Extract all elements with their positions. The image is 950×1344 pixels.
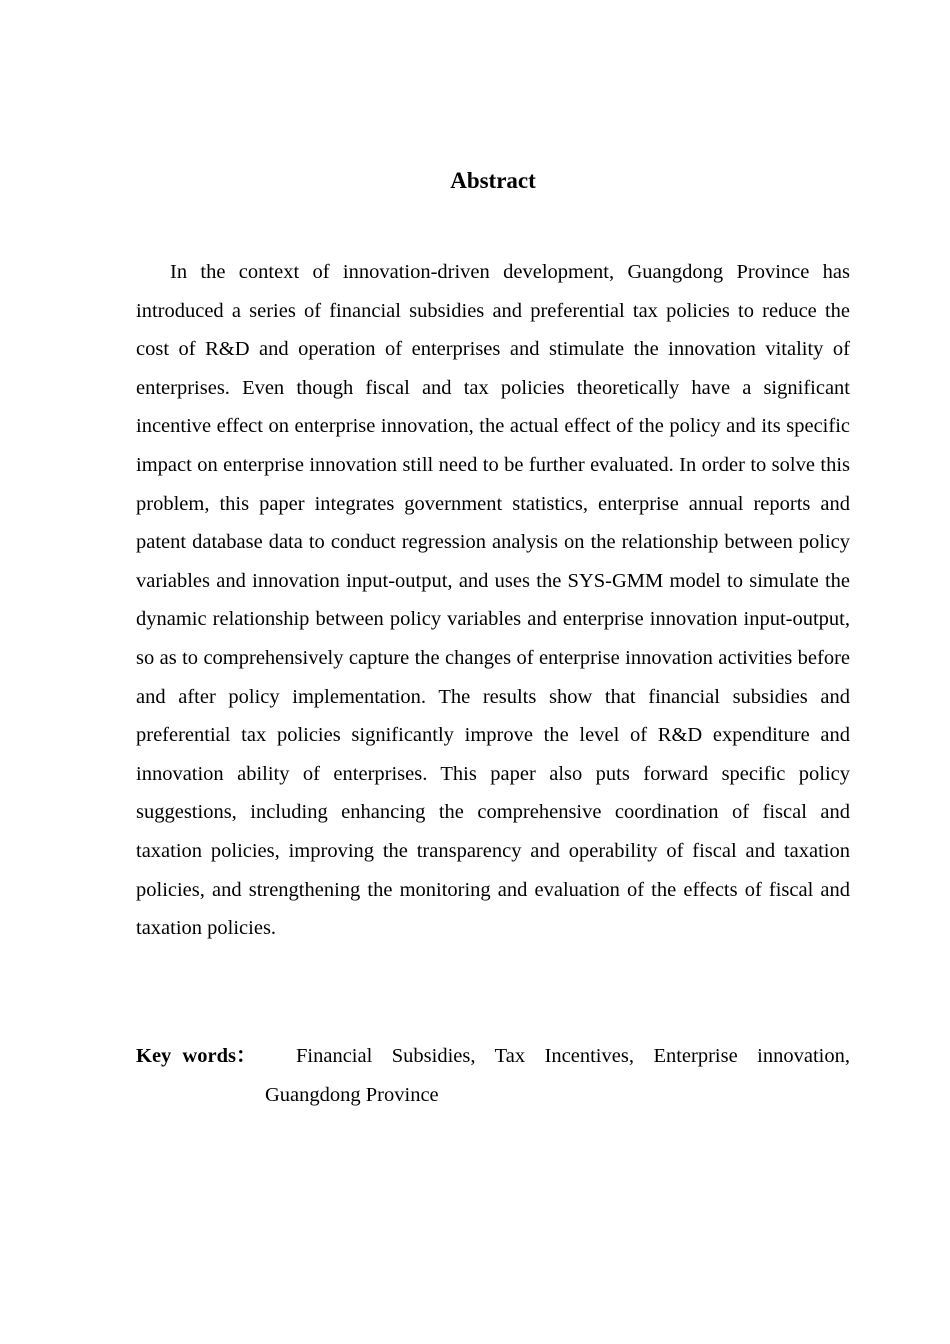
abstract-title: Abstract [450,168,536,193]
abstract-body: In the context of innovation-driven development, Guangdong Province has introduced a series of financial subsidies and preferential tax policies to reduce the cost of R&D and operation of enterprises and stimulate the innovation vitality of enterprises. Even though fiscal and tax policies theoretically have a significant incentive effect on enterprise innovation, the actual effect of the policy and its specific impact on enterprise innovation still need to be further evaluated. In order to solve this problem, this paper integrates government statistics, enterprise annual reports and patent database data to conduct regression analysis on the relationship between policy variables and innovation input-output, and uses the SYS-GMM model to simulate the dynamic relationship between policy variables and enterprise innovation input-output, so as to comprehensively capture the changes of enterprise innovation activities before and after policy implementation. The results show that financial subsidies and preferential tax policies significantly improve the level of R&D expenditure and innovation ability of enterprises. This paper also puts forward specific policy suggestions, including enhancing the comprehensive coordination of fiscal and taxation policies, improving the transparency and operability of fiscal and taxation policies, and strengthening the monitoring and evaluation of the effects of fiscal and taxation policies. [136,261,850,940]
keywords-label: Key words： [136,1045,257,1067]
keywords-text: Financial Subsidies, Tax Incentives, Enterprise innovation, Guangdong Province [265,1045,850,1106]
